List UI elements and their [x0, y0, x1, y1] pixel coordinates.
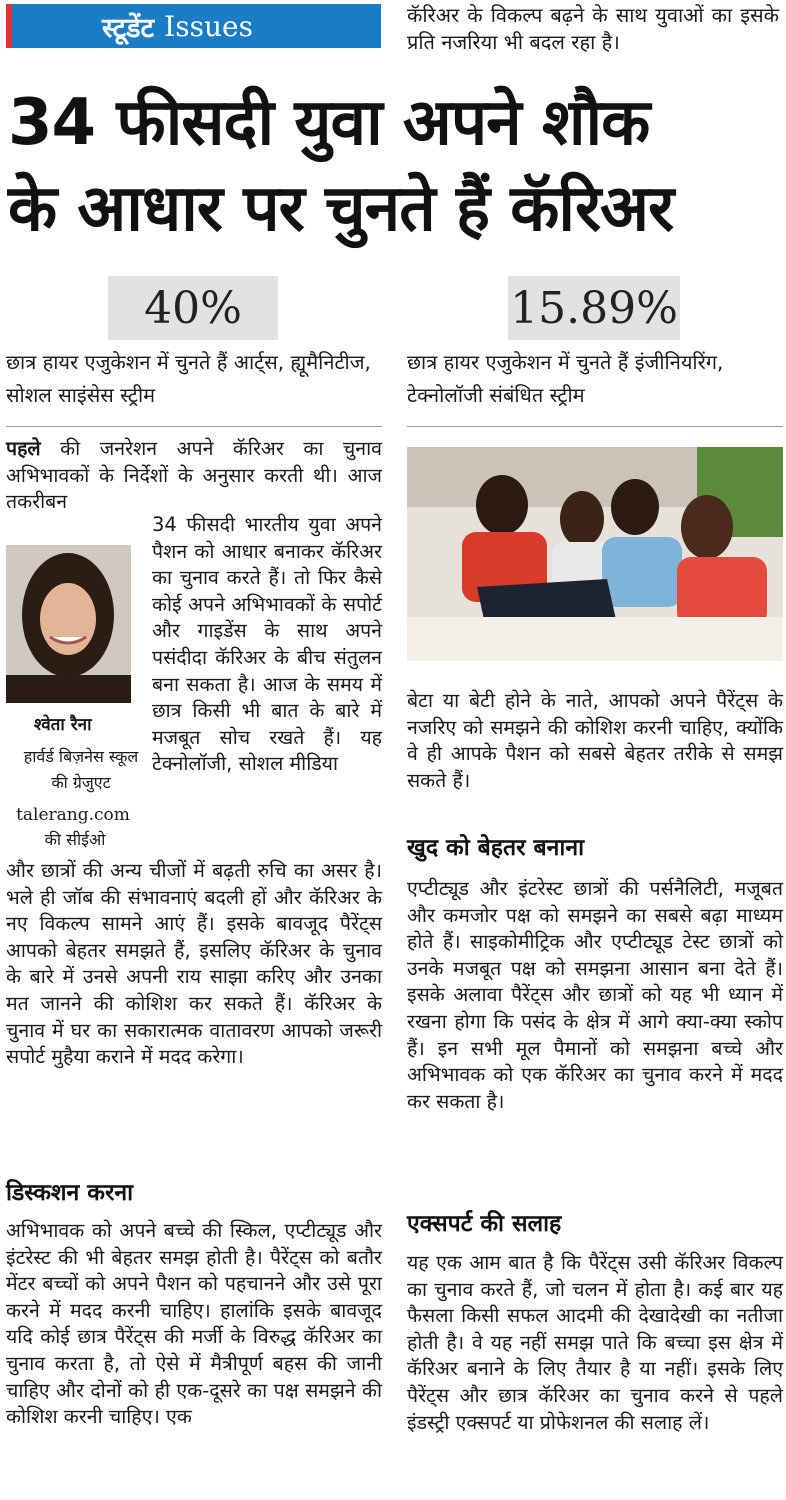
article-paragraph: और छात्रों की अन्य चीजों में बढ़ती रुचि का असर है। भले ही जॉब की संभावनाएं बदली हों और कॅरिअर के नए विकल्प सामने आएं हैं। इसके बावजूद पैरेंट्स आपको बेहतर समझते हैं, इसलिए कॅरिअर के चुनाव के बारे में उनसे अपनी राय साझा करिए और उनका मत जानने की कोशिश कर सकते हैं। कॅरिअर के चुनाव में घर का सकारात्मक वातावरण आपको जरूरी सपोर्ट मुहैया कराने में मदद करेगा। [6, 859, 382, 1069]
article-paragraph: बेटा या बेटी होने के नाते, आपको अपने पैरेंट्स के नजरिए को समझने की कोशिश करनी चाहिए, क्योंकि वे ही आपके पैशन को सबसे बेहतर तरीके से समझ सकते हैं। [407, 689, 783, 792]
headline-line1: 34 फीसदी युवा अपने शौक [8, 86, 650, 160]
headline-line2: के आधार पर चुनते हैं कॅरिअर [8, 172, 674, 246]
author-photo [6, 545, 131, 703]
subheading: डिस्कशन करना [6, 1180, 134, 1206]
caption-role: हार्वर्ड बिज़नेस स्कूल की ग्रेजुएट [23, 747, 139, 792]
article-paragraph: यह एक आम बात है कि पैरेंट्स उसी कॅरिअर विकल्प का चुनाव करते हैं, जो चलन में होता है। कई बार यह फैसला किसी सफल आदमी की देखादेखी का नतीजा होती है। वे यह नहीं समझ पाते कि बच्चा इस क्षेत्र में कॅरिअर बनाने के लिए तैयार है या नहीं। इसके लिए पैरेंट्स और छात्र कॅरिअर का चुनाव करने से पहले इंडस्ट्री एक्सपर्ट या प्रोफेशनल की सलाह लें। [407, 1251, 783, 1434]
badge-english: Issues [164, 9, 253, 43]
stat-value-1: 40% [108, 276, 278, 340]
caption-subtitle: की सीईओ [44, 830, 106, 849]
lead-word: पहले [6, 437, 41, 460]
article-paragraph: एप्टीट्यूड और इंटरेस्ट छात्रों की पर्सनैलिटी, मजूबत और कमजोर पक्ष को समझने का सबसे बढ़ा माध्यम होते हैं। साइकोमीट्रिक और एप्टीट्यूड टेस्ट छात्रों को उनके मजबूत पक्ष को समझना आसान बना देते हैं। इसके अलावा पैरेंट्स और छात्रों को यह भी ध्यान में रखना होगा कि पसंद के क्षेत्र में आगे क्या-क्या स्कोप हैं। इन सभी मूल पैमानों को समझना बच्चे और अभिभावक को एक कॅरिअर का चुनाव करने में मदद कर सकता है। [407, 877, 783, 1113]
caption-name: श्वेता रैना [34, 715, 92, 735]
subheading: खुद को बेहतर बनाना [407, 835, 585, 861]
intro-text: कॅरिअर के विकल्प बढ़ने के साथ युवाओं का इसके प्रति नजरिया भी बदल रहा है। [407, 3, 779, 54]
subheading: एक्सपर्ट की सलाह [407, 1211, 562, 1237]
stat-description-1: छात्र हायर एजुकेशन में चुनते हैं आर्ट्स, ह्यूमैनिटीज, सोशल साइंसेस स्ट्रीम [6, 350, 371, 407]
headline [8, 80, 784, 252]
stat-description-2: छात्र हायर एजुकेशन में चुनते हैं इंजीनियरिंग, टेक्नोलॉजी संबंधित स्ट्रीम [407, 350, 724, 407]
article-paragraph [6, 436, 382, 516]
students-photo [407, 447, 783, 661]
divider [407, 426, 783, 427]
badge-hindi: स्टूडेंट [102, 12, 155, 44]
article-paragraph: 34 फीसदी भारतीय युवा अपने पैशन को आधार बनाकर कॅरिअर का चुनाव करते हैं। तो फिर कैसे कोई अपने अभिभावकों के सपोर्ट और गाइडेंस के साथ अपने पसंदीदा कॅरिअर के बीच संतुलन बना सकता है। आज के समय में छात्र किसी भी बात के बारे में मजबूत सोच रखते हैं। यह टेक्नोलॉजी, सोशल मीडिया [152, 513, 382, 776]
section-badge [6, 4, 381, 48]
stat-value-2: 15.89% [508, 276, 680, 340]
caption-site: talerang.com [16, 805, 130, 825]
article-paragraph: अभिभावक को अपने बच्चे की स्किल, एप्टीट्यूड और इंटरेस्ट की भी बेहतर समझ होती है। पैरेंट्स को बतौर मेंटर बच्चों को अपने पैशन को पहचानने और उसे पूरा करने में मदद करनी चाहिए। हालांकि इसके बावजूद यदि कोई छात्र पैरेंट्स की मर्जी के विरुद्ध कॅरिअर का चुनाव करता है, तो ऐसे में मैत्रीपूर्ण बहस की जानी चाहिए और दोनों को ही एक-दूसरे का पक्ष समझने की कोशिश करनी चाहिए। एक [6, 1219, 382, 1429]
paragraph-text: की जनरेशन अपने कॅरिअर का चुनाव अभिभावकों के निर्देशों के अनुसार करती थी। आज तकरीबन [6, 437, 382, 514]
divider [6, 426, 382, 427]
